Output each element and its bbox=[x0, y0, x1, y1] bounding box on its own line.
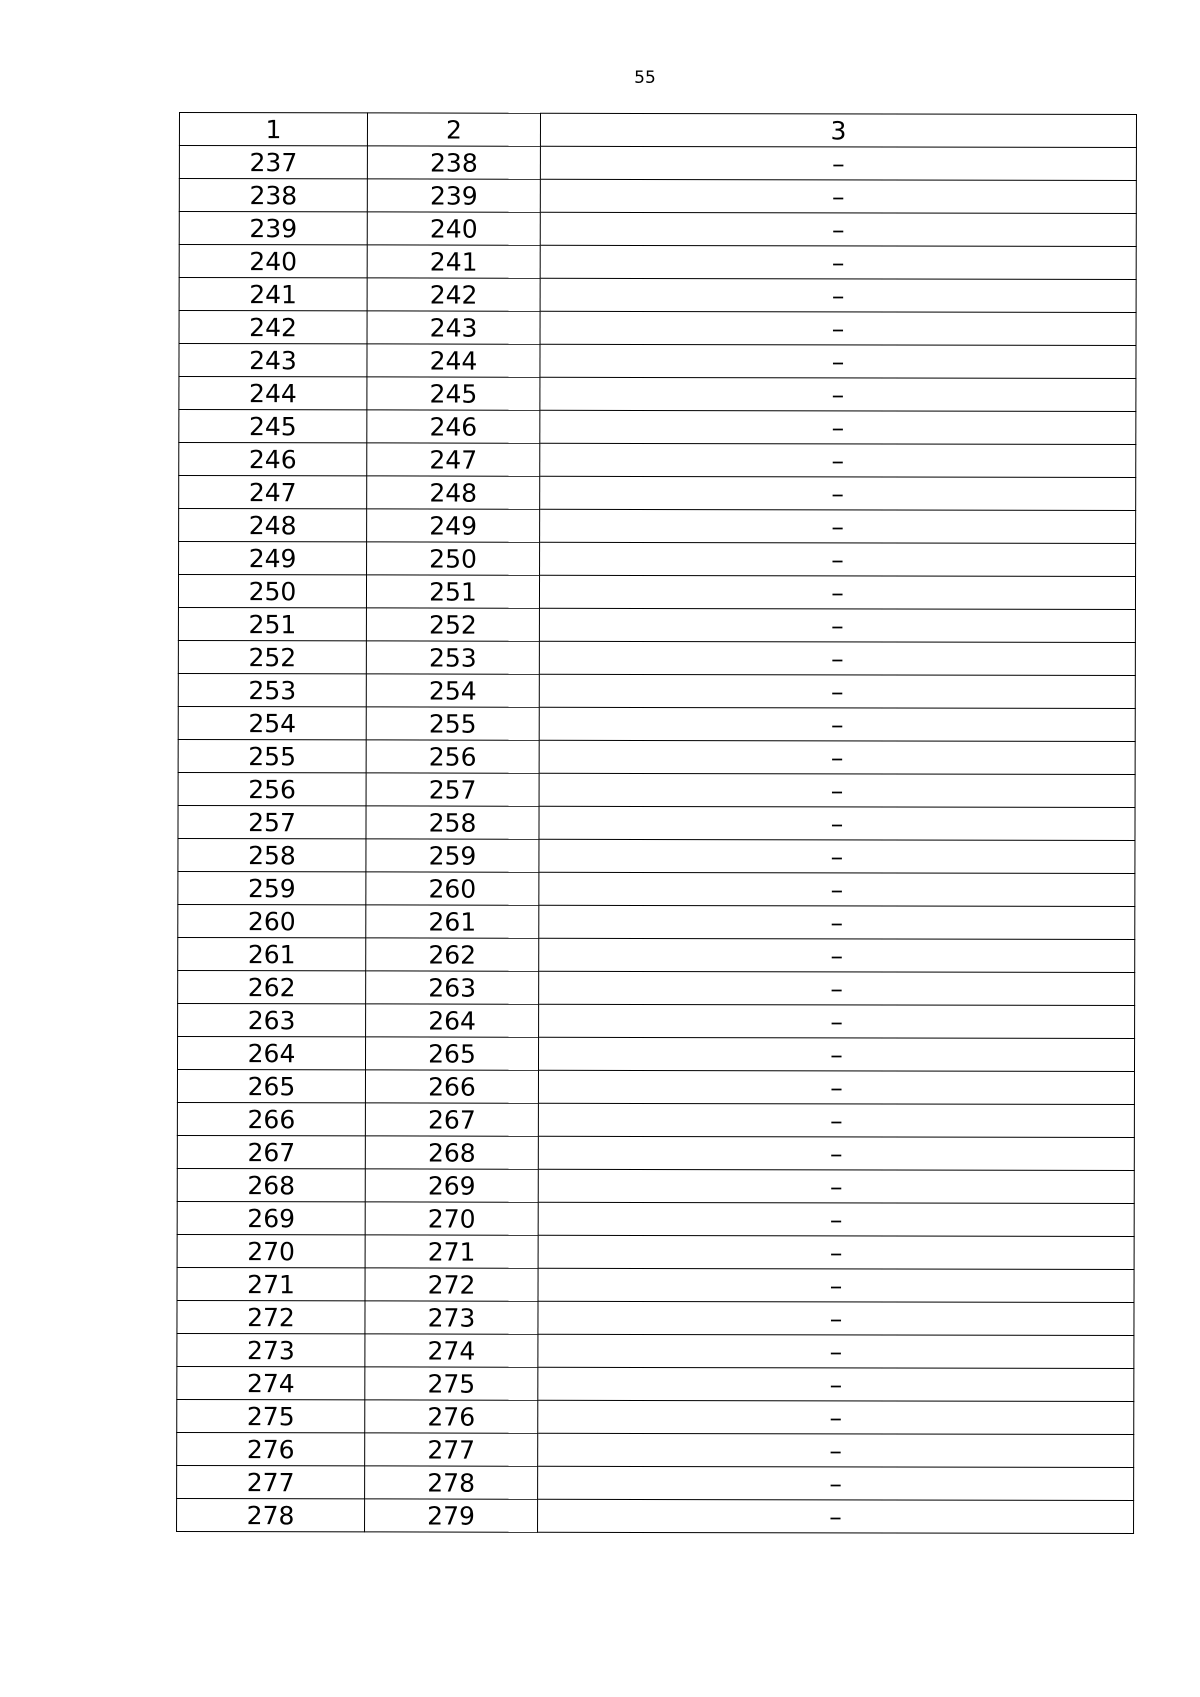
table-cell-col-1: 273 bbox=[177, 1333, 365, 1366]
table-cell-col-2: 246 bbox=[367, 410, 540, 443]
table-cell-col-1: 243 bbox=[179, 344, 367, 377]
table-cell-col-3: – bbox=[540, 146, 1136, 180]
table-cell-col-3: – bbox=[538, 1367, 1134, 1401]
table-cell-col-3: – bbox=[538, 1334, 1134, 1368]
table-row bbox=[179, 410, 1136, 445]
table-cell-col-2: 247 bbox=[367, 443, 540, 476]
table-row bbox=[178, 904, 1135, 939]
table-cell-col-3: – bbox=[538, 1400, 1134, 1434]
table-cell-col-3: – bbox=[538, 1268, 1134, 1302]
table-cell-col-1: 239 bbox=[179, 212, 367, 245]
table-cell-col-2: 276 bbox=[365, 1400, 538, 1433]
table-cell-col-3: – bbox=[540, 311, 1136, 345]
table-body bbox=[177, 146, 1137, 1534]
table-cell-col-3: – bbox=[539, 971, 1135, 1005]
table-cell-col-3: – bbox=[539, 1004, 1135, 1038]
table-cell-col-3: – bbox=[538, 1433, 1134, 1467]
table-cell-col-2: 271 bbox=[365, 1235, 538, 1268]
table-row bbox=[179, 245, 1136, 280]
table-cell-col-3: – bbox=[540, 344, 1136, 378]
table-cell-col-1: 260 bbox=[178, 904, 366, 937]
table-cell-col-1: 241 bbox=[179, 278, 367, 311]
table-cell-col-3: – bbox=[539, 806, 1135, 840]
table-cell-col-2: 275 bbox=[365, 1367, 538, 1400]
table-cell-col-1: 262 bbox=[178, 970, 366, 1003]
table-row bbox=[178, 871, 1135, 906]
table-cell-col-2: 245 bbox=[367, 377, 540, 410]
table-cell-col-2: 263 bbox=[366, 971, 539, 1004]
table-row bbox=[177, 1432, 1134, 1467]
table-row bbox=[177, 1267, 1134, 1302]
table-cell-col-2: 249 bbox=[367, 509, 540, 542]
table-row bbox=[177, 1036, 1134, 1071]
table-cell-col-2: 238 bbox=[367, 146, 540, 179]
table-cell-col-1: 247 bbox=[179, 476, 367, 509]
table-row bbox=[178, 772, 1135, 807]
table-row bbox=[178, 673, 1135, 708]
table-cell-col-3: – bbox=[538, 1136, 1134, 1170]
table-cell-col-2: 250 bbox=[367, 542, 540, 575]
table-cell-col-1: 261 bbox=[178, 937, 366, 970]
table-row bbox=[179, 278, 1136, 313]
table-cell-col-3: – bbox=[539, 575, 1135, 609]
table-cell-col-2: 270 bbox=[365, 1202, 538, 1235]
table-cell-col-1: 249 bbox=[179, 542, 367, 575]
table-cell-col-2: 260 bbox=[366, 872, 539, 905]
table-row bbox=[177, 1333, 1134, 1368]
table-cell-col-1: 246 bbox=[179, 443, 367, 476]
table-cell-col-2: 258 bbox=[366, 806, 539, 839]
table-cell-col-2: 262 bbox=[366, 938, 539, 971]
table-cell-col-1: 254 bbox=[178, 706, 366, 739]
table-row bbox=[177, 1234, 1134, 1269]
table-cell-col-3: – bbox=[538, 1301, 1134, 1335]
table-row bbox=[178, 706, 1135, 741]
table-cell-col-2: 240 bbox=[367, 212, 540, 245]
table-cell-col-2: 241 bbox=[367, 245, 540, 278]
table-cell-col-3: – bbox=[539, 905, 1135, 939]
table-cell-col-2: 273 bbox=[365, 1301, 538, 1334]
table-row bbox=[179, 542, 1136, 577]
table-cell-col-1: 251 bbox=[178, 607, 366, 640]
table-cell-col-1: 276 bbox=[177, 1432, 365, 1465]
table-cell-col-1: 275 bbox=[177, 1399, 365, 1432]
table-cell-col-3: – bbox=[539, 773, 1135, 807]
table-cell-col-3: – bbox=[540, 542, 1136, 576]
table-cell-col-2: 243 bbox=[367, 311, 540, 344]
table-cell-col-3: – bbox=[539, 641, 1135, 675]
table-cell-col-3: – bbox=[540, 509, 1136, 543]
table-row bbox=[177, 1069, 1134, 1104]
table-row bbox=[179, 476, 1136, 511]
table-row bbox=[179, 212, 1136, 247]
table-row bbox=[179, 179, 1136, 214]
table-cell-col-1: 240 bbox=[179, 245, 367, 278]
table-cell-col-3: – bbox=[538, 1499, 1134, 1533]
table-cell-col-1: 274 bbox=[177, 1366, 365, 1399]
data-table bbox=[176, 112, 1137, 1534]
table-cell-col-3: – bbox=[539, 740, 1135, 774]
table-cell-col-3: – bbox=[538, 1103, 1134, 1137]
table-cell-col-3: – bbox=[540, 377, 1136, 411]
table-cell-col-1: 264 bbox=[177, 1036, 365, 1069]
table-cell-col-1: 265 bbox=[177, 1069, 365, 1102]
table-cell-col-1: 257 bbox=[178, 805, 366, 838]
table-cell-col-1: 269 bbox=[177, 1201, 365, 1234]
table-cell-col-1: 270 bbox=[177, 1234, 365, 1267]
column-header-1: 1 bbox=[179, 113, 367, 146]
table-cell-col-1: 244 bbox=[179, 377, 367, 410]
table-cell-col-2: 279 bbox=[365, 1499, 538, 1532]
table-cell-col-2: 278 bbox=[365, 1466, 538, 1499]
table-row bbox=[179, 344, 1136, 379]
table-cell-col-2: 265 bbox=[365, 1037, 538, 1070]
table-row bbox=[178, 838, 1135, 873]
table-cell-col-2: 268 bbox=[365, 1136, 538, 1169]
table-cell-col-3: – bbox=[539, 707, 1135, 741]
table-cell-col-3: – bbox=[538, 1169, 1134, 1203]
table-cell-col-3: – bbox=[538, 1235, 1134, 1269]
table-row bbox=[177, 1135, 1134, 1170]
table-cell-col-2: 251 bbox=[366, 575, 539, 608]
table-row bbox=[178, 1003, 1135, 1038]
table-cell-col-3: – bbox=[538, 1037, 1134, 1071]
table-cell-col-3: – bbox=[540, 245, 1136, 279]
table-header-row bbox=[179, 113, 1136, 148]
table-row bbox=[179, 311, 1136, 346]
table-row bbox=[178, 607, 1135, 642]
table-cell-col-1: 278 bbox=[177, 1498, 365, 1531]
table-cell-col-1: 258 bbox=[178, 838, 366, 871]
table-cell-col-1: 242 bbox=[179, 311, 367, 344]
table-cell-col-3: – bbox=[539, 608, 1135, 642]
table-row bbox=[179, 146, 1136, 181]
table-cell-col-1: 277 bbox=[177, 1465, 365, 1498]
table-cell-col-3: – bbox=[538, 1466, 1134, 1500]
table-cell-col-3: – bbox=[540, 179, 1136, 213]
table-cell-col-2: 255 bbox=[366, 707, 539, 740]
table-cell-col-3: – bbox=[539, 839, 1135, 873]
table-cell-col-3: – bbox=[540, 212, 1136, 246]
table-cell-col-2: 274 bbox=[365, 1334, 538, 1367]
table-row bbox=[179, 509, 1136, 544]
table-row bbox=[178, 575, 1135, 610]
table-cell-col-2: 254 bbox=[366, 674, 539, 707]
table-cell-col-3: – bbox=[540, 278, 1136, 312]
table-row bbox=[178, 640, 1135, 675]
page-number: 55 bbox=[634, 68, 656, 88]
table-cell-col-2: 266 bbox=[365, 1070, 538, 1103]
table-cell-col-1: 253 bbox=[178, 673, 366, 706]
table-row bbox=[178, 805, 1135, 840]
table-row bbox=[177, 1102, 1134, 1137]
table-cell-col-1: 252 bbox=[178, 640, 366, 673]
table-cell-col-1: 248 bbox=[179, 509, 367, 542]
table-row bbox=[177, 1168, 1134, 1203]
column-header-2: 2 bbox=[367, 113, 540, 146]
table-cell-col-2: 256 bbox=[366, 740, 539, 773]
table-cell-col-3: – bbox=[540, 410, 1136, 444]
table-cell-col-1: 250 bbox=[178, 575, 366, 608]
table-cell-col-2: 253 bbox=[366, 641, 539, 674]
table-cell-col-2: 261 bbox=[366, 905, 539, 938]
table-cell-col-1: 259 bbox=[178, 871, 366, 904]
table-row bbox=[179, 377, 1136, 412]
table-row bbox=[178, 739, 1135, 774]
table-cell-col-3: – bbox=[539, 872, 1135, 906]
table-cell-col-1: 268 bbox=[177, 1168, 365, 1201]
table-row bbox=[177, 1300, 1134, 1335]
table-cell-col-2: 277 bbox=[365, 1433, 538, 1466]
table-cell-col-1: 245 bbox=[179, 410, 367, 443]
table-row bbox=[177, 1201, 1134, 1236]
table-cell-col-3: – bbox=[539, 674, 1135, 708]
table-row bbox=[177, 1498, 1134, 1533]
table-cell-col-1: 255 bbox=[178, 739, 366, 772]
table-cell-col-2: 239 bbox=[367, 179, 540, 212]
table-cell-col-1: 267 bbox=[177, 1135, 365, 1168]
table-cell-col-2: 272 bbox=[365, 1268, 538, 1301]
table-row bbox=[179, 443, 1136, 478]
table-cell-col-2: 267 bbox=[365, 1103, 538, 1136]
table-cell-col-2: 257 bbox=[366, 773, 539, 806]
table-cell-col-1: 272 bbox=[177, 1300, 365, 1333]
table-cell-col-2: 244 bbox=[367, 344, 540, 377]
table-cell-col-3: – bbox=[538, 1202, 1134, 1236]
column-header-3: 3 bbox=[540, 113, 1136, 147]
table-row bbox=[177, 1366, 1134, 1401]
table-row bbox=[177, 1399, 1134, 1434]
table-cell-col-1: 256 bbox=[178, 772, 366, 805]
table-cell-col-1: 271 bbox=[177, 1267, 365, 1300]
table-cell-col-3: – bbox=[540, 476, 1136, 510]
table-cell-col-2: 264 bbox=[366, 1004, 539, 1037]
table-cell-col-2: 252 bbox=[366, 608, 539, 641]
table-cell-col-2: 242 bbox=[367, 278, 540, 311]
table-cell-col-1: 263 bbox=[178, 1003, 366, 1036]
table-cell-col-3: – bbox=[538, 1070, 1134, 1104]
table-cell-col-3: – bbox=[539, 938, 1135, 972]
table-cell-col-1: 266 bbox=[177, 1102, 365, 1135]
table-cell-col-2: 248 bbox=[367, 476, 540, 509]
table-cell-col-2: 269 bbox=[365, 1169, 538, 1202]
table-row bbox=[178, 937, 1135, 972]
table-cell-col-3: – bbox=[540, 443, 1136, 477]
table-cell-col-1: 237 bbox=[179, 146, 367, 179]
table-cell-col-2: 259 bbox=[366, 839, 539, 872]
table-cell-col-1: 238 bbox=[179, 179, 367, 212]
table-row bbox=[177, 1465, 1134, 1500]
table-header bbox=[179, 113, 1136, 148]
table-row bbox=[178, 970, 1135, 1005]
